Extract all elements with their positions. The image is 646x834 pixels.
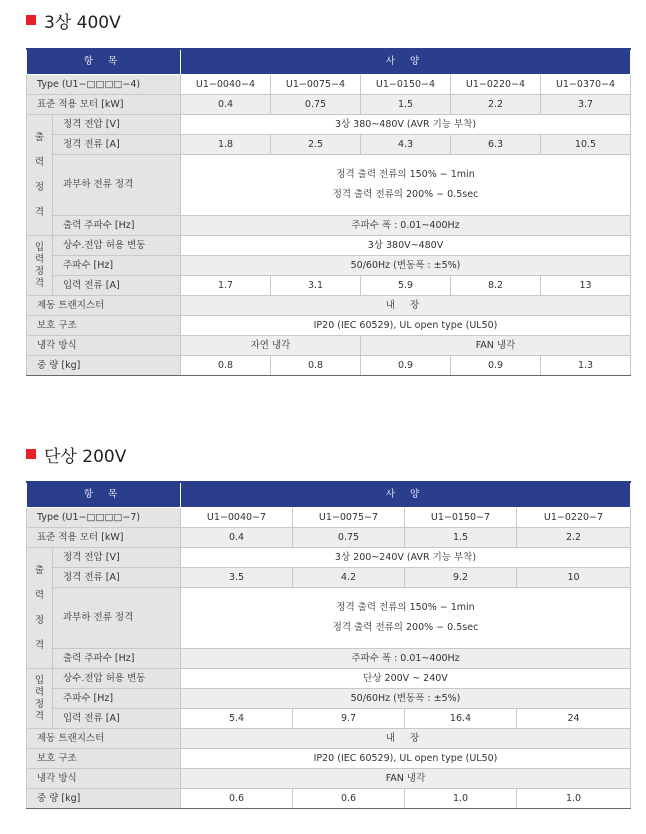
- label-protection: 보호 구조: [27, 316, 181, 336]
- output-frequency-value: 주파수 폭 : 0.01~400Hz: [181, 649, 631, 669]
- input-current-cell: 16.4: [405, 709, 517, 729]
- motor-cell: 1.5: [361, 95, 451, 115]
- output-frequency-value: 주파수 폭 : 0.01~400Hz: [181, 216, 631, 236]
- overload-line-1: 정격 출력 전류의 150% − 1min: [336, 602, 475, 613]
- table-row-motor: [27, 95, 631, 115]
- red-square-bullet-icon: [26, 15, 36, 25]
- model-cell: U1−0150−4: [361, 75, 451, 95]
- section-title-text: 단상 200V: [44, 446, 127, 467]
- table-row-output-frequency: [27, 216, 631, 236]
- motor-cell: 1.5: [405, 528, 517, 548]
- brake-value: 내 장: [181, 729, 631, 749]
- spec-table-3phase-400v: [26, 48, 631, 376]
- group-char: 격: [34, 640, 45, 651]
- input-current-cell: 8.2: [451, 276, 541, 296]
- rated-current-cell: 6.3: [451, 135, 541, 155]
- table-row-input-current: [27, 709, 631, 729]
- rated-current-cell: 2.5: [271, 135, 361, 155]
- table-row-overload: [27, 588, 631, 649]
- weight-cell: 0.8: [181, 356, 271, 376]
- rated-current-cell: 9.2: [405, 568, 517, 588]
- cooling-fan-value: FAN 냉각: [181, 769, 631, 789]
- input-current-cell: 5.4: [181, 709, 293, 729]
- group-input-rating: [27, 236, 53, 296]
- input-current-cell: 24: [517, 709, 631, 729]
- motor-cell: 0.4: [181, 528, 293, 548]
- group-char: 력: [34, 253, 45, 265]
- table-row-cooling: [27, 769, 631, 789]
- rated-current-cell: 3.5: [181, 568, 293, 588]
- group-output-rating: [27, 548, 53, 669]
- table-row-brake: [27, 729, 631, 749]
- group-char: 력: [34, 157, 45, 168]
- group-char: 력: [34, 590, 45, 601]
- weight-cell: 1.0: [517, 789, 631, 809]
- table-row-frequency: [27, 256, 631, 276]
- group-char: 격: [34, 207, 45, 218]
- frequency-value: 50/60Hz (변동폭 : ±5%): [181, 689, 631, 709]
- table-row-rated-voltage: [27, 548, 631, 568]
- motor-cell: 2.2: [451, 95, 541, 115]
- model-cell: U1−0220−4: [451, 75, 541, 95]
- label-rated-current: 정격 전류 [A]: [53, 568, 181, 588]
- group-output-rating: [27, 115, 53, 236]
- label-overload: 과부하 전류 정격: [53, 588, 181, 649]
- table-row-protection: [27, 749, 631, 769]
- rated-current-cell: 4.2: [293, 568, 405, 588]
- group-char: 입: [34, 674, 45, 686]
- group-char: 출: [34, 565, 45, 576]
- table-row-rated-current: [27, 135, 631, 155]
- label-output-frequency: 출력 주파수 [Hz]: [53, 216, 181, 236]
- overload-line-1: 정격 출력 전류의 150% − 1min: [336, 169, 475, 180]
- overload-line-2: 정격 출력 전류의 200% − 0.5sec: [332, 189, 479, 200]
- model-cell: U1−0220−7: [517, 508, 631, 528]
- label-motor: 표준 적용 모터 [kW]: [27, 528, 181, 548]
- group-char: 정: [34, 182, 45, 193]
- rated-voltage-value: 3상 200~240V (AVR 기능 부착): [181, 548, 631, 568]
- label-weight: 중 량 [kg]: [27, 356, 181, 376]
- input-current-cell: 3.1: [271, 276, 361, 296]
- label-motor: 표준 적용 모터 [kW]: [27, 95, 181, 115]
- label-frequency: 주파수 [Hz]: [53, 256, 181, 276]
- table-row-weight: [27, 356, 631, 376]
- rated-current-cell: 10: [517, 568, 631, 588]
- overload-value: [181, 155, 631, 216]
- label-cooling: 냉각 방식: [27, 769, 181, 789]
- protection-value: IP20 (IEC 60529), UL open type (UL50): [181, 749, 631, 769]
- input-current-cell: 1.7: [181, 276, 271, 296]
- rated-current-cell: 10.5: [541, 135, 631, 155]
- label-rated-voltage: 정격 전압 [V]: [53, 115, 181, 135]
- label-brake: 제동 트랜지스터: [27, 296, 181, 316]
- header-spec: 사 양: [181, 49, 631, 75]
- section-title-text: 3상 400V: [44, 12, 121, 33]
- weight-cell: 0.6: [293, 789, 405, 809]
- model-cell: U1−0075−7: [293, 508, 405, 528]
- group-char: 격: [34, 277, 45, 289]
- rated-current-cell: 4.3: [361, 135, 451, 155]
- model-cell: U1−0150−7: [405, 508, 517, 528]
- table-row-frequency: [27, 689, 631, 709]
- label-rated-current: 정격 전류 [A]: [53, 135, 181, 155]
- group-input-rating: [27, 669, 53, 729]
- table-row-input-current: [27, 276, 631, 296]
- label-input-current: 입력 전류 [A]: [53, 709, 181, 729]
- motor-cell: 2.2: [517, 528, 631, 548]
- frequency-value: 50/60Hz (변동폭 : ±5%): [181, 256, 631, 276]
- weight-cell: 1.0: [405, 789, 517, 809]
- label-output-frequency: 출력 주파수 [Hz]: [53, 649, 181, 669]
- spec-table-single-phase-200v: [26, 481, 631, 809]
- label-overload: 과부하 전류 정격: [53, 155, 181, 216]
- header-item: 항 목: [27, 49, 181, 75]
- label-rated-voltage: 정격 전압 [V]: [53, 548, 181, 568]
- label-frequency: 주파수 [Hz]: [53, 689, 181, 709]
- label-type: Type (U1−□□□□−7): [27, 508, 181, 528]
- table-row-voltage-variation: [27, 669, 631, 689]
- table-row-type: [27, 75, 631, 95]
- table-row-motor: [27, 528, 631, 548]
- table-row-rated-voltage: [27, 115, 631, 135]
- weight-cell: 0.6: [181, 789, 293, 809]
- table-row-brake: [27, 296, 631, 316]
- label-brake: 제동 트랜지스터: [27, 729, 181, 749]
- label-voltage-variation: 상수.전압 허용 변동: [53, 669, 181, 689]
- weight-cell: 1.3: [541, 356, 631, 376]
- motor-cell: 3.7: [541, 95, 631, 115]
- label-cooling: 냉각 방식: [27, 336, 181, 356]
- group-char: 정: [34, 265, 45, 277]
- overload-line-2: 정격 출력 전류의 200% − 0.5sec: [332, 622, 479, 633]
- group-char: 정: [34, 698, 45, 710]
- label-type: Type (U1−□□□□−4): [27, 75, 181, 95]
- table-row-overload: [27, 155, 631, 216]
- motor-cell: 0.75: [271, 95, 361, 115]
- motor-cell: 0.75: [293, 528, 405, 548]
- motor-cell: 0.4: [181, 95, 271, 115]
- brake-value: 내 장: [181, 296, 631, 316]
- voltage-variation-value: 3상 380V~480V: [181, 236, 631, 256]
- input-current-cell: 5.9: [361, 276, 451, 296]
- rated-voltage-value: 3상 380~480V (AVR 기능 부착): [181, 115, 631, 135]
- header-item: 항 목: [27, 482, 181, 508]
- weight-cell: 0.8: [271, 356, 361, 376]
- section-title-single-phase-200v: [26, 442, 126, 466]
- model-cell: U1−0040−4: [181, 75, 271, 95]
- section-title-3phase-400v: [26, 8, 121, 32]
- table-row-protection: [27, 316, 631, 336]
- table-header-row: [27, 482, 631, 508]
- label-voltage-variation: 상수.전압 허용 변동: [53, 236, 181, 256]
- rated-current-cell: 1.8: [181, 135, 271, 155]
- table-row-rated-current: [27, 568, 631, 588]
- group-char: 출: [34, 132, 45, 143]
- group-char: 격: [34, 710, 45, 722]
- header-spec: 사 양: [181, 482, 631, 508]
- label-input-current: 입력 전류 [A]: [53, 276, 181, 296]
- label-weight: 중 량 [kg]: [27, 789, 181, 809]
- table-row-output-frequency: [27, 649, 631, 669]
- model-cell: U1−0040−7: [181, 508, 293, 528]
- model-cell: U1−0370−4: [541, 75, 631, 95]
- table-row-type: [27, 508, 631, 528]
- group-char: 정: [34, 615, 45, 626]
- cooling-fan-value: FAN 냉각: [361, 336, 631, 356]
- label-protection: 보호 구조: [27, 749, 181, 769]
- weight-cell: 0.9: [361, 356, 451, 376]
- group-char: 입: [34, 241, 45, 253]
- group-char: 력: [34, 686, 45, 698]
- model-cell: U1−0075−4: [271, 75, 361, 95]
- cooling-natural-value: 자연 냉각: [181, 336, 361, 356]
- input-current-cell: 9.7: [293, 709, 405, 729]
- table-row-cooling: [27, 336, 631, 356]
- input-current-cell: 13: [541, 276, 631, 296]
- protection-value: IP20 (IEC 60529), UL open type (UL50): [181, 316, 631, 336]
- overload-value: [181, 588, 631, 649]
- table-row-weight: [27, 789, 631, 809]
- red-square-bullet-icon: [26, 449, 36, 459]
- voltage-variation-value: 단상 200V ~ 240V: [181, 669, 631, 689]
- table-header-row: [27, 49, 631, 75]
- table-row-voltage-variation: [27, 236, 631, 256]
- weight-cell: 0.9: [451, 356, 541, 376]
